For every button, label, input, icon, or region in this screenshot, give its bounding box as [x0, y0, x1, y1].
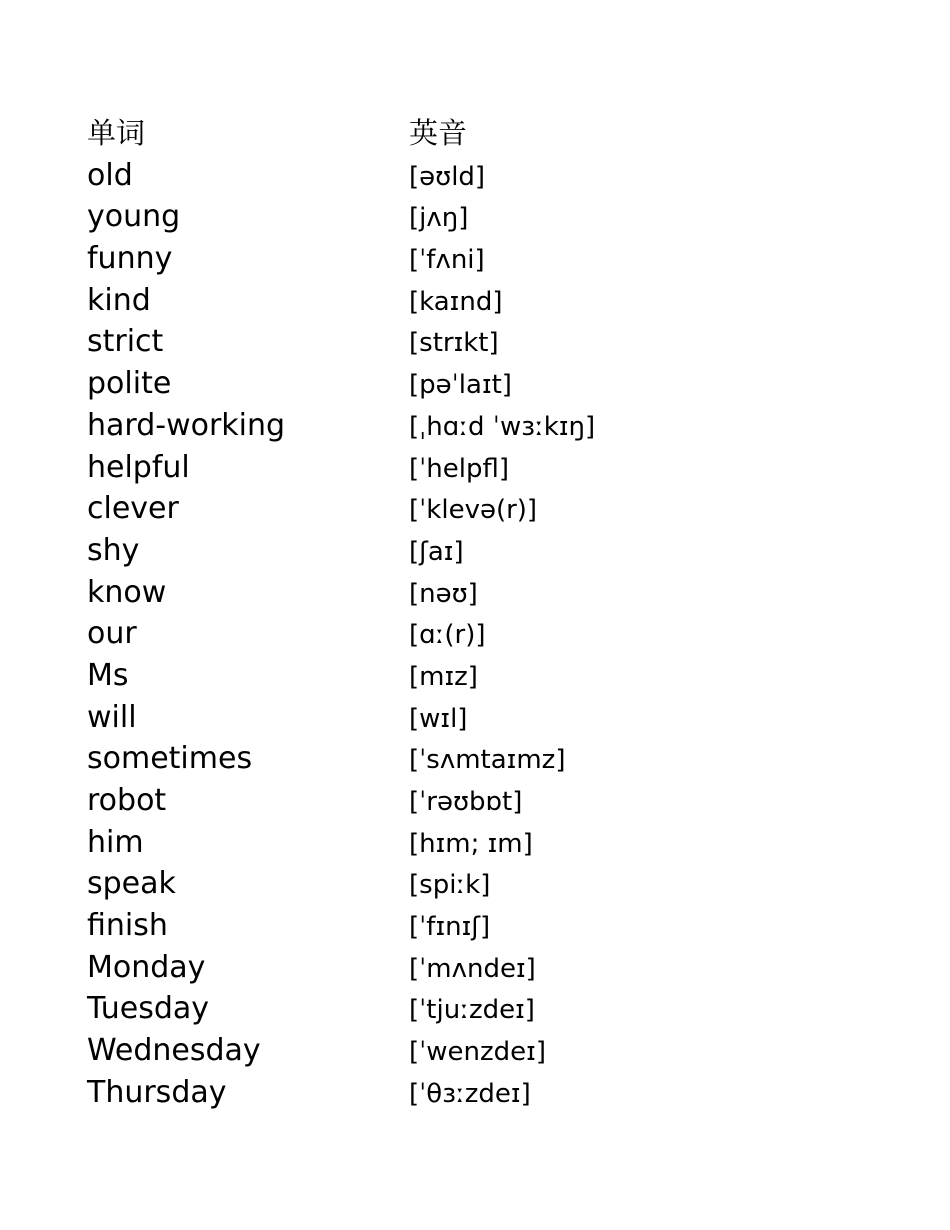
word-cell: will	[87, 699, 137, 735]
ipa-cell: [pəˈlaɪt]	[409, 370, 512, 401]
word-cell: helpful	[87, 449, 190, 485]
vocabulary-table	[87, 113, 595, 1114]
word-cell: Wednesday	[87, 1033, 261, 1069]
ipa-cell: [nəʊ]	[409, 578, 478, 609]
word-cell: kind	[87, 282, 151, 318]
table-row	[87, 363, 595, 405]
ipa-cell: [kaɪnd]	[409, 286, 503, 317]
word-cell: young	[87, 199, 181, 235]
ipa-cell: [ˈfʌni]	[409, 245, 485, 276]
word-column-header: 单词	[87, 116, 146, 150]
ipa-cell: [strɪkt]	[409, 328, 499, 359]
word-cell: polite	[87, 366, 172, 402]
table-row	[87, 447, 595, 489]
table-row	[87, 155, 595, 197]
table-row	[87, 780, 595, 822]
ipa-cell: [ˈθɜːzdeɪ]	[409, 1078, 531, 1109]
table-row	[87, 238, 595, 280]
table-row	[87, 988, 595, 1030]
word-cell: know	[87, 574, 167, 610]
table-row	[87, 321, 595, 363]
table-row	[87, 1030, 595, 1072]
word-cell: our	[87, 616, 137, 652]
ipa-cell: [ˈklevə(r)]	[409, 495, 538, 526]
ipa-cell: [wɪl]	[409, 703, 468, 734]
table-row	[87, 822, 595, 864]
table-row	[87, 947, 595, 989]
table-header	[87, 113, 595, 155]
word-cell: funny	[87, 241, 173, 277]
ipa-cell: [spiːk]	[409, 870, 491, 901]
word-cell: finish	[87, 908, 168, 944]
ipa-cell: [ˈtjuːzdeɪ]	[409, 995, 535, 1026]
word-cell: sometimes	[87, 741, 253, 777]
table-row	[87, 905, 595, 947]
ipa-cell: [əʊld]	[409, 161, 486, 192]
ipa-cell: [ˌhɑːd ˈwɜːkɪŋ]	[409, 411, 596, 442]
table-row	[87, 196, 595, 238]
word-cell: him	[87, 824, 144, 860]
table-row	[87, 697, 595, 739]
ipa-cell: [ˈsʌmtaɪmz]	[409, 745, 566, 776]
word-cell: clever	[87, 491, 179, 527]
word-cell: hard-working	[87, 407, 286, 443]
table-row	[87, 405, 595, 447]
table-row	[87, 863, 595, 905]
ipa-cell: [ˈrəʊbɒt]	[409, 787, 523, 817]
word-cell: strict	[87, 324, 164, 360]
ipa-cell: [ˈhelpfl]	[409, 453, 510, 484]
ipa-cell: [ˈwenzdeɪ]	[409, 1037, 546, 1068]
table-row	[87, 488, 595, 530]
ipa-cell: [ɑː(r)]	[409, 620, 486, 651]
ipa-column-header: 英音	[409, 116, 468, 150]
ipa-cell: [jʌŋ]	[409, 203, 469, 234]
table-row	[87, 655, 595, 697]
ipa-cell: [ˈmʌndeɪ]	[409, 953, 536, 984]
word-cell: Monday	[87, 949, 206, 985]
table-row	[87, 1072, 595, 1114]
ipa-cell: [hɪm; ɪm]	[409, 828, 533, 859]
table-body	[87, 155, 595, 1114]
word-cell: robot	[87, 783, 167, 818]
word-cell: Ms	[87, 657, 129, 693]
ipa-cell: [mɪz]	[409, 661, 478, 692]
word-cell: old	[87, 157, 133, 193]
table-row	[87, 572, 595, 614]
word-cell: Thursday	[87, 1074, 227, 1110]
word-cell: Tuesday	[87, 991, 210, 1027]
word-cell: shy	[87, 532, 140, 568]
table-row	[87, 280, 595, 322]
table-row	[87, 530, 595, 572]
ipa-cell: [ˈfɪnɪʃ]	[409, 912, 491, 943]
table-row	[87, 738, 595, 780]
table-row	[87, 613, 595, 655]
word-cell: speak	[87, 866, 176, 902]
ipa-cell: [ʃaɪ]	[409, 536, 464, 567]
